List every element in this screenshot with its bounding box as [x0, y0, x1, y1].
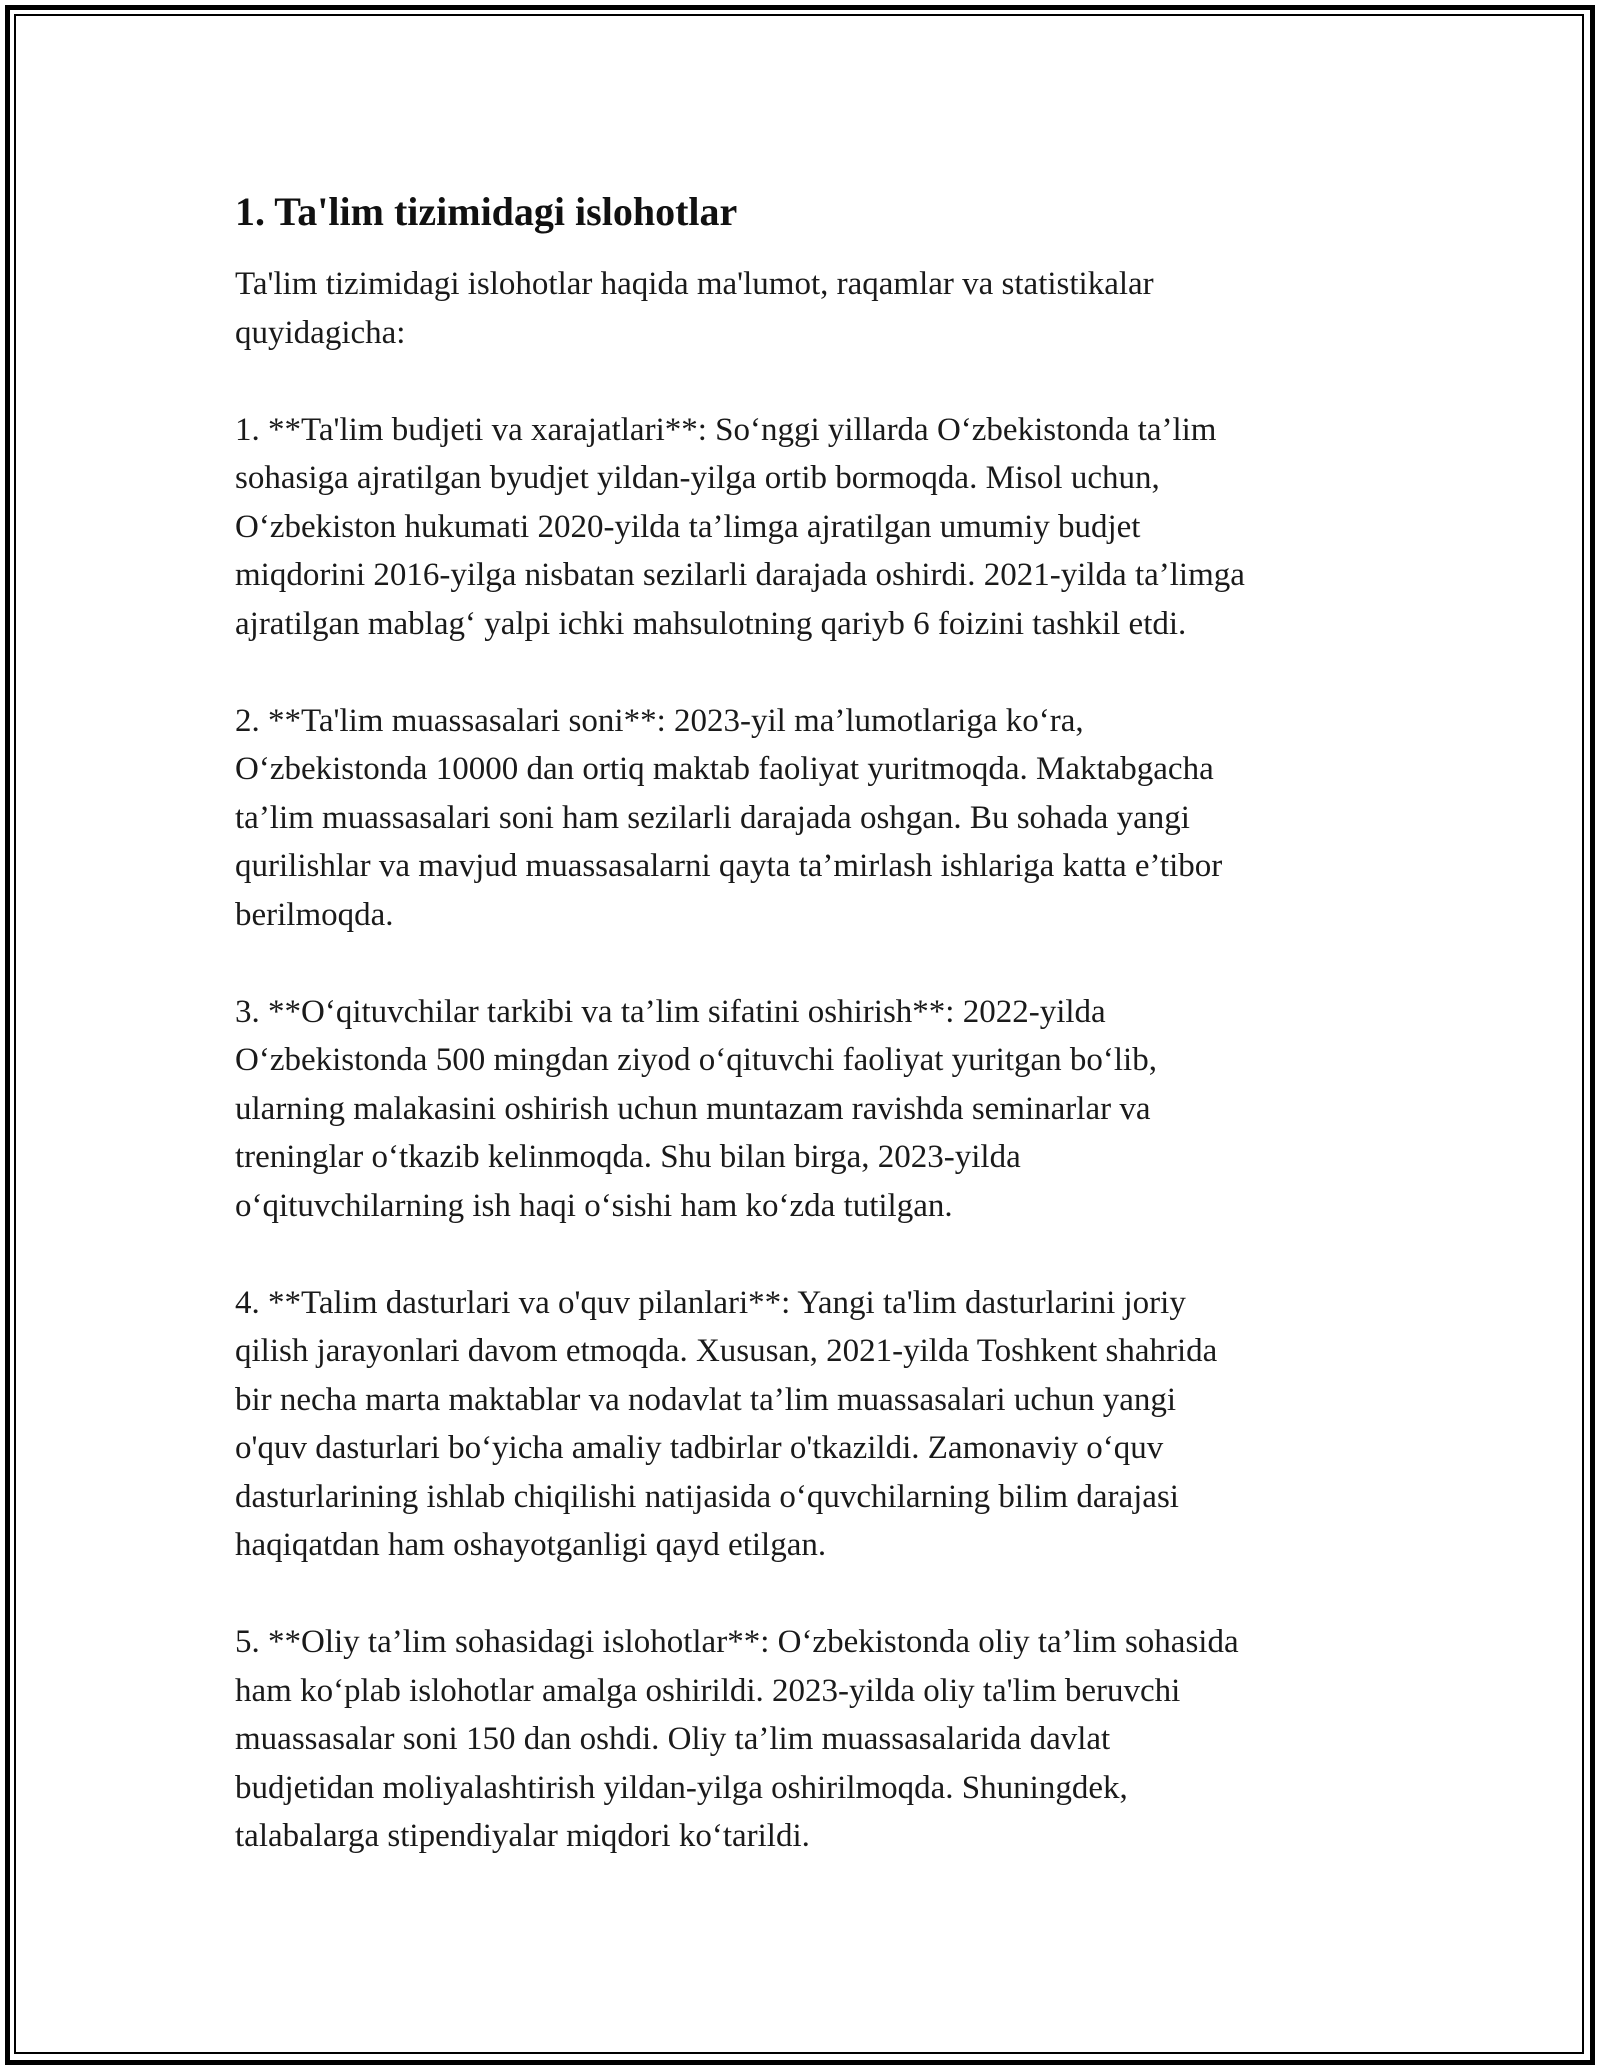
document-body — [235, 186, 1385, 1909]
intro-paragraph: Ta'lim tizimidagi islohotlar haqida ma'lumot, raqamlar va statistikalar quyidagicha: — [235, 266, 1154, 351]
paragraph-institutions: 2. **Ta'lim muassasalari soni**: 2023-yil ma’lumotlariga ko‘ra, O‘zbekistonda 10000 dan ortiq maktab faoliyat yuritmoqda. Maktabgacha ta’lim muassasalari soni ham sezilarli darajada oshgan. Bu sohada yangi qurilishlar va mavjud muassasalarni qayta ta’mirlash ishlariga katta e’tibor berilmoqda. — [235, 702, 1223, 933]
document-title: 1. Ta'lim tizimidagi islohotlar — [235, 189, 738, 234]
paragraph-teachers: 3. **O‘qituvchilar tarkibi va ta’lim sifatini oshirish**: 2022-yilda O‘zbekistonda 500 mingdan ziyod o‘qituvchi faoliyat yuritgan bo‘lib, ularning malakasini oshirish uchun muntazam ravishda seminarlar va treninglar o‘tkazib kelinmoqda. Shu bilan birga, 2023-yilda o‘qituvchilarning ish haqi o‘sishi ham ko‘zda tutilgan. — [235, 993, 1157, 1224]
paragraph-budget: 1. **Ta'lim budjeti va xarajatlari**: So‘nggi yillarda O‘zbekistonda ta’lim sohasiga ajratilgan byudjet yildan-yilga ortib bormoqda. Misol uchun, O‘zbekiston hukumati 2020-yilda ta’limga ajratilgan umumiy budjet miqdorini 2016-yilga nisbatan sezilarli darajada oshirdi. 2021-yilda ta’limga ajratilgan mablag‘ yalpi ichki mahsulotning qariyb 6 foizini tashkil etdi. — [235, 411, 1245, 642]
paragraph-higher-education: 5. **Oliy ta’lim sohasidagi islohotlar**: O‘zbekistonda oliy ta’lim sohasida ham ko‘plab islohotlar amalga oshirildi. 2023-yilda oliy ta'lim beruvchi muassasalar soni 150 dan oshdi. Oliy ta’lim muassasalarida davlat budjetidan moliyalashtirish yildan-yilga oshirilmoqda. Shuningdek, talabalarga stipendiyalar miqdori ko‘tarildi. — [235, 1624, 1239, 1854]
paragraph-programs: 4. **Talim dasturlari va o'quv pilanlari**: Yangi ta'lim dasturlarini joriy qilish jarayonlari davom etmoqda. Xususan, 2021-yilda Toshkent shahrida bir necha marta maktablar va nodavlat ta’lim muassasalari uchun yangi o'quv dasturlari bo‘yicha amaliy tadbirlar o'tkazildi. Zamonaviy o‘quv dasturlarining ishlab chiqilishi natijasida o‘quvchilarning bilim darajasi haqiqatdan ham oshayotganligi qayd etilgan. — [235, 1284, 1218, 1563]
